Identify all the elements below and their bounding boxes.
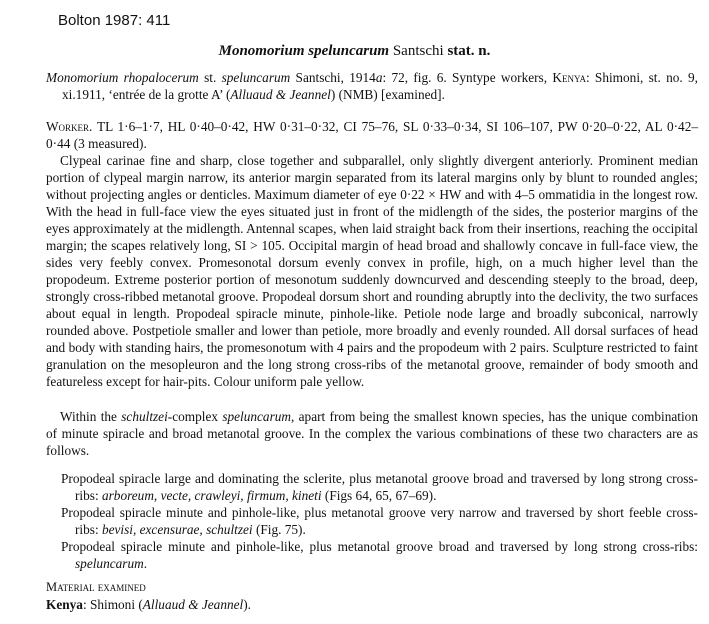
- species-author: Santschi: [392, 43, 444, 59]
- species-name: Monomorium speluncarum: [218, 43, 390, 59]
- synonym-text: Santschi, 1914: [290, 70, 376, 85]
- material-country: Kenya: [46, 597, 83, 612]
- character-text: Propodeal spiracle large and dominating the sclerite, plus metanotal groove broad and traversed by long strong cross-ribs:: [61, 471, 698, 503]
- character-tail: (Fig. 75).: [252, 522, 306, 537]
- synonym-text: ) (NMB) [examined].: [330, 87, 445, 102]
- discussion-species: speluncarum: [222, 409, 292, 424]
- worker-section: [46, 118, 698, 390]
- character-item: [61, 538, 698, 572]
- material-heading: Material examined: [46, 580, 146, 594]
- synonym-country: Kenya: [552, 70, 586, 85]
- synonym-subtaxon: speluncarum: [221, 70, 291, 85]
- material-locality: : Shimoni (: [82, 597, 143, 612]
- synonym-text: : 72, fig. 6. Syntype workers,: [382, 70, 553, 85]
- synonym-taxon: Monomorium rhopalocerum: [46, 70, 199, 85]
- complex-name: schultzei: [121, 409, 168, 424]
- species-heading: [0, 43, 709, 60]
- discussion-text: Within the: [60, 409, 122, 424]
- character-tail: .: [143, 556, 148, 571]
- discussion-text: , apart from being the smallest known species, has the unique combination of minute spiracle and broad metanotal groove. In the complex the various combinations of these two characters are as follows.: [46, 409, 698, 458]
- synonym-ref-letter: a: [375, 70, 383, 85]
- synonym-collectors: Alluaud & Jeannel: [230, 87, 331, 102]
- character-item: [61, 504, 698, 538]
- character-tail: (Figs 64, 65, 67–69).: [321, 488, 437, 503]
- character-text: Propodeal spiracle minute and pinhole-like, plus metanotal groove broad and traversed by long strong cross-ribs:: [61, 539, 698, 554]
- worker-description: Clypeal carinae fine and sharp, close together and subparallel, only slightly divergent anteriorly. Prominent median portion of clypeal margin narrow, its anterior margin separated from its lateral margins only by blunt to rounded angles; without projecting angles or denticles. Maximum diameter of eye 0·22 × HW and with 4–5 ommatidia in the longest row. With the head in full-face view the eyes situated just in front of the midlength of the sides, the posterior margins of the eyes approximately at the midlength. Antennal scapes, when laid straight back from their insertions, reaching the occipital margin; the scapes relatively long, SI > 105. Occipital margin of head broad and shallowly concave in full-face view, the sides very feebly convex. Promesonotal dorsum evenly convex in profile, high, on a much higher level than the propodeum. Extreme posterior portion of mesonotum suddenly downcurved and descending steeply to the broad, deep, strongly cross-ribbed metanotal groove. Propodeal dorsum short and rounding abruptly into the declivity, the two surfaces about equal in length. Propodeal spiracle minute, pinhole-like. Petiole node large and broadly subconical, narrowly rounded above. Postpetiole smaller and lower than petiole, more broadly and evenly rounded. All dorsal surfaces of head and body with standing hairs, the promesonotum with 4 pairs and the propodeum with 2 pairs. Sculpture restricted to faint granulation on the mesopleuron and the long strong cross-ribs of the metanotal groove, remainder of body smooth and featureless except for hair-pits. Colour uniform pale yellow.: [46, 153, 698, 389]
- character-text: Propodeal spiracle minute and pinhole-like, plus metanotal groove very narrow and traversed by short feeble cross-ribs:: [61, 505, 698, 537]
- worker-label: Worker.: [46, 119, 93, 134]
- source-citation: Bolton 1987: 411: [58, 12, 171, 29]
- material-entry: [46, 596, 698, 613]
- material-tail: ).: [243, 597, 251, 612]
- discussion-text: -complex: [167, 409, 223, 424]
- material-section: [46, 579, 698, 613]
- worker-measurements-paragraph: [46, 118, 698, 152]
- character-item: [61, 470, 698, 504]
- worker-measurements: TL 1·6–1·7, HL 0·40–0·42, HW 0·31–0·32, CI 75–76, SL 0·33–0·34, SI 106–107, PW 0·20–0·22, AL 0·42–0·44 (3 measured).: [46, 119, 698, 151]
- material-collectors: Alluaud & Jeannel: [142, 597, 244, 612]
- character-list: [61, 470, 698, 572]
- discussion-paragraph: [46, 408, 698, 459]
- synonymy-paragraph: [46, 69, 698, 103]
- character-species: bevisi, excensurae, schultzei: [101, 522, 253, 537]
- character-species: arboreum, vecte, crawleyi, firmum, kineti: [101, 488, 322, 503]
- synonym-text: : Shimoni, st. no. 9, xi.1911, ‘entrée de la grotte A’ (: [62, 70, 698, 102]
- species-status: stat. n.: [447, 43, 491, 59]
- character-species: speluncarum: [75, 556, 144, 571]
- synonym-text: st.: [198, 70, 222, 85]
